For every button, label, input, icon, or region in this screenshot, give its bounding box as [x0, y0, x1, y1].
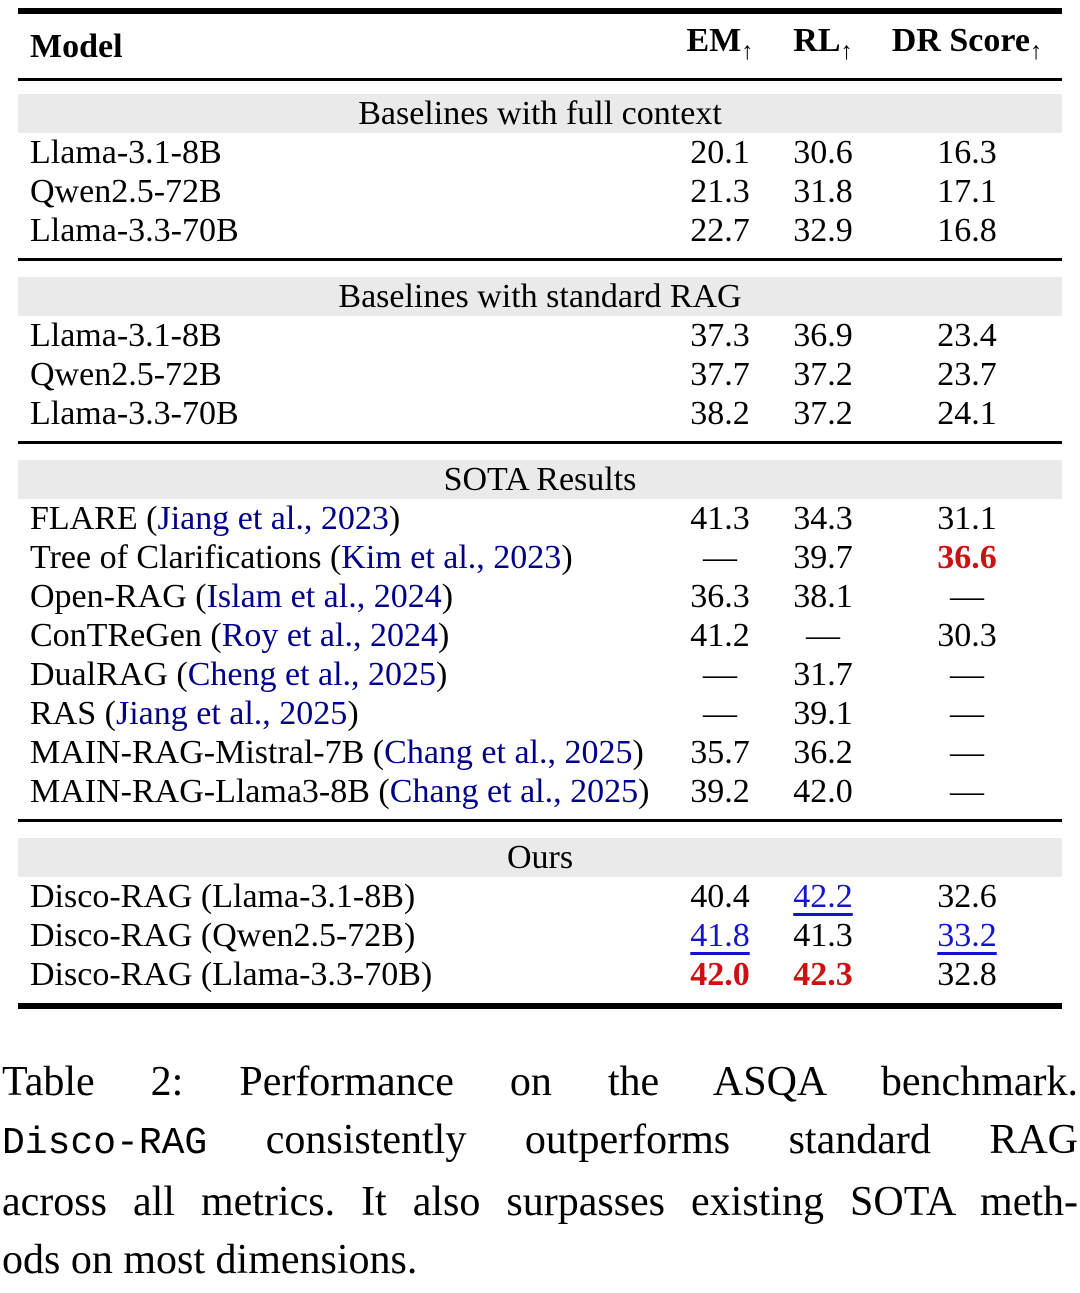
caption-line: Disco-RAG consistently outperforms standard RAG [2, 1117, 1078, 1165]
table-row [18, 733, 1062, 772]
table-row [18, 499, 1062, 538]
model-name: MAIN-RAG-Mistral-7B (Chang et al., 2025) [30, 734, 644, 771]
table-row [18, 172, 1062, 211]
table-row [18, 355, 1062, 394]
citation-link[interactable]: Roy et al., 2024 [221, 617, 438, 654]
table-row [18, 916, 1062, 955]
section-rule [18, 819, 1062, 822]
em-value: 37.7 [690, 356, 750, 393]
model-name: Qwen2.5-72B [30, 356, 222, 393]
table-row [18, 577, 1062, 616]
em-value: 37.3 [690, 317, 750, 354]
table-row [18, 211, 1062, 250]
model-name: DualRAG (Cheng et al., 2025) [30, 656, 448, 693]
dr-value: 17.1 [937, 173, 997, 210]
section-header-baselines-standard-rag: Baselines with standard RAG [18, 277, 1062, 316]
table-row [18, 394, 1062, 433]
rl-value: 39.1 [793, 695, 853, 732]
model-name: Llama-3.1-8B [30, 134, 222, 171]
section-rule [18, 258, 1062, 261]
rl-value: 37.2 [793, 356, 853, 393]
rl-value: 31.7 [793, 656, 853, 693]
table-row [18, 877, 1062, 916]
citation-link[interactable]: Chang et al., 2025 [384, 734, 633, 771]
rl-value: 42.3 [793, 956, 853, 993]
rl-value: 42.2 [793, 878, 853, 915]
model-name: RAS (Jiang et al., 2025) [30, 695, 359, 732]
em-value: 21.3 [690, 173, 750, 210]
em-value: 36.3 [690, 578, 750, 615]
dr-value: 31.1 [937, 500, 997, 537]
dr-value: 30.3 [937, 617, 997, 654]
caption-line: ods on most dimensions. [2, 1237, 418, 1283]
dr-value: — [950, 695, 984, 732]
up-arrow-icon: ↑ [840, 37, 853, 65]
rl-value: 34.3 [793, 500, 853, 537]
em-value: — [703, 695, 737, 732]
model-name: Open-RAG (Islam et al., 2024) [30, 578, 454, 615]
section-rule [18, 441, 1062, 444]
rl-value: 31.8 [793, 173, 853, 210]
em-value: 20.1 [690, 134, 750, 171]
dr-value: 36.6 [937, 539, 997, 576]
dr-value: 24.1 [937, 395, 997, 432]
dr-value: 16.8 [937, 212, 997, 249]
table-caption [0, 1053, 1080, 1289]
table-row [18, 772, 1062, 811]
model-name: Disco-RAG (Llama-3.3-70B) [30, 956, 433, 993]
em-value: 41.2 [690, 617, 750, 654]
citation-link[interactable]: Cheng et al., 2025 [187, 656, 437, 693]
section-header-sota-results: SOTA Results [18, 460, 1062, 499]
em-value: 42.0 [690, 956, 750, 993]
rl-value: 42.0 [793, 773, 853, 810]
dr-value: 23.4 [937, 317, 997, 354]
model-name: MAIN-RAG-Llama3-8B (Chang et al., 2025) [30, 773, 650, 810]
model-name: Llama-3.1-8B [30, 317, 222, 354]
em-value: 22.7 [690, 212, 750, 249]
model-name: Qwen2.5-72B [30, 173, 222, 210]
table-row [18, 133, 1062, 172]
table-row [18, 316, 1062, 355]
citation-link[interactable]: Kim et al., 2023 [341, 539, 562, 576]
column-header-model: Model [30, 27, 123, 65]
rl-value: — [806, 617, 840, 654]
rl-value: 41.3 [793, 917, 853, 954]
table-header-row [18, 14, 1062, 78]
dr-value: 32.6 [937, 878, 997, 915]
section-header-baselines-full-context: Baselines with full context [18, 94, 1062, 133]
em-value: 38.2 [690, 395, 750, 432]
code-text: Disco-RAG [2, 1122, 208, 1165]
caption-line: Table 2: Performance on the ASQA benchmark. [2, 1059, 1078, 1105]
rl-value: 36.9 [793, 317, 853, 354]
citation-link[interactable]: Jiang et al., 2025 [115, 695, 348, 732]
column-header-dr-score: DR Score$_↑$ [891, 22, 1043, 65]
em-value: 41.3 [690, 500, 750, 537]
column-header-em: $EM_↑$ [686, 22, 754, 65]
model-name: ConTReGen (Roy et al., 2024) [30, 617, 450, 654]
model-name: Disco-RAG (Llama-3.1-8B) [30, 878, 416, 915]
dr-value: — [950, 773, 984, 810]
dr-value: — [950, 734, 984, 771]
em-value: 40.4 [690, 878, 750, 915]
table-row [18, 694, 1062, 733]
citation-link[interactable]: Chang et al., 2025 [389, 773, 639, 810]
dr-value: — [950, 578, 984, 615]
up-arrow-icon: ↑ [1029, 37, 1043, 65]
table-row [18, 955, 1062, 994]
table-row [18, 538, 1062, 577]
model-name: Llama-3.3-70B [30, 212, 239, 249]
dr-value: 33.2 [937, 917, 997, 954]
header-rule [18, 78, 1062, 81]
table-bottom-rule [18, 1003, 1062, 1009]
rl-value: 37.2 [793, 395, 853, 432]
rl-value: 30.6 [793, 134, 853, 171]
model-name: Disco-RAG (Qwen2.5-72B) [30, 917, 416, 954]
dr-value: 32.8 [937, 956, 997, 993]
rl-value: 39.7 [793, 539, 853, 576]
em-value: 35.7 [690, 734, 750, 771]
table-row [18, 655, 1062, 694]
table-row [18, 616, 1062, 655]
column-header-rl: $RL_↑$ [793, 22, 853, 65]
citation-link[interactable]: Jiang et al., 2023 [157, 500, 389, 537]
em-value: 39.2 [690, 773, 750, 810]
em-value: — [703, 539, 737, 576]
rl-value: 32.9 [793, 212, 853, 249]
dr-value: 23.7 [937, 356, 997, 393]
rl-value: 36.2 [793, 734, 853, 771]
model-name: Llama-3.3-70B [30, 395, 239, 432]
em-value: — [703, 656, 737, 693]
dr-value: 16.3 [937, 134, 997, 171]
em-value: 41.8 [690, 917, 750, 954]
model-name: Tree of Clarifications (Kim et al., 2023) [30, 539, 573, 576]
results-table [18, 8, 1062, 1009]
up-arrow-icon: ↑ [741, 37, 754, 65]
rl-value: 38.1 [793, 578, 853, 615]
caption-line: across all metrics. It also surpasses existing SOTA meth- [2, 1179, 1078, 1225]
dr-value: — [950, 656, 984, 693]
model-name: FLARE (Jiang et al., 2023) [30, 500, 401, 537]
citation-link[interactable]: Islam et al., 2024 [206, 578, 442, 615]
section-header-ours: Ours [18, 838, 1062, 877]
